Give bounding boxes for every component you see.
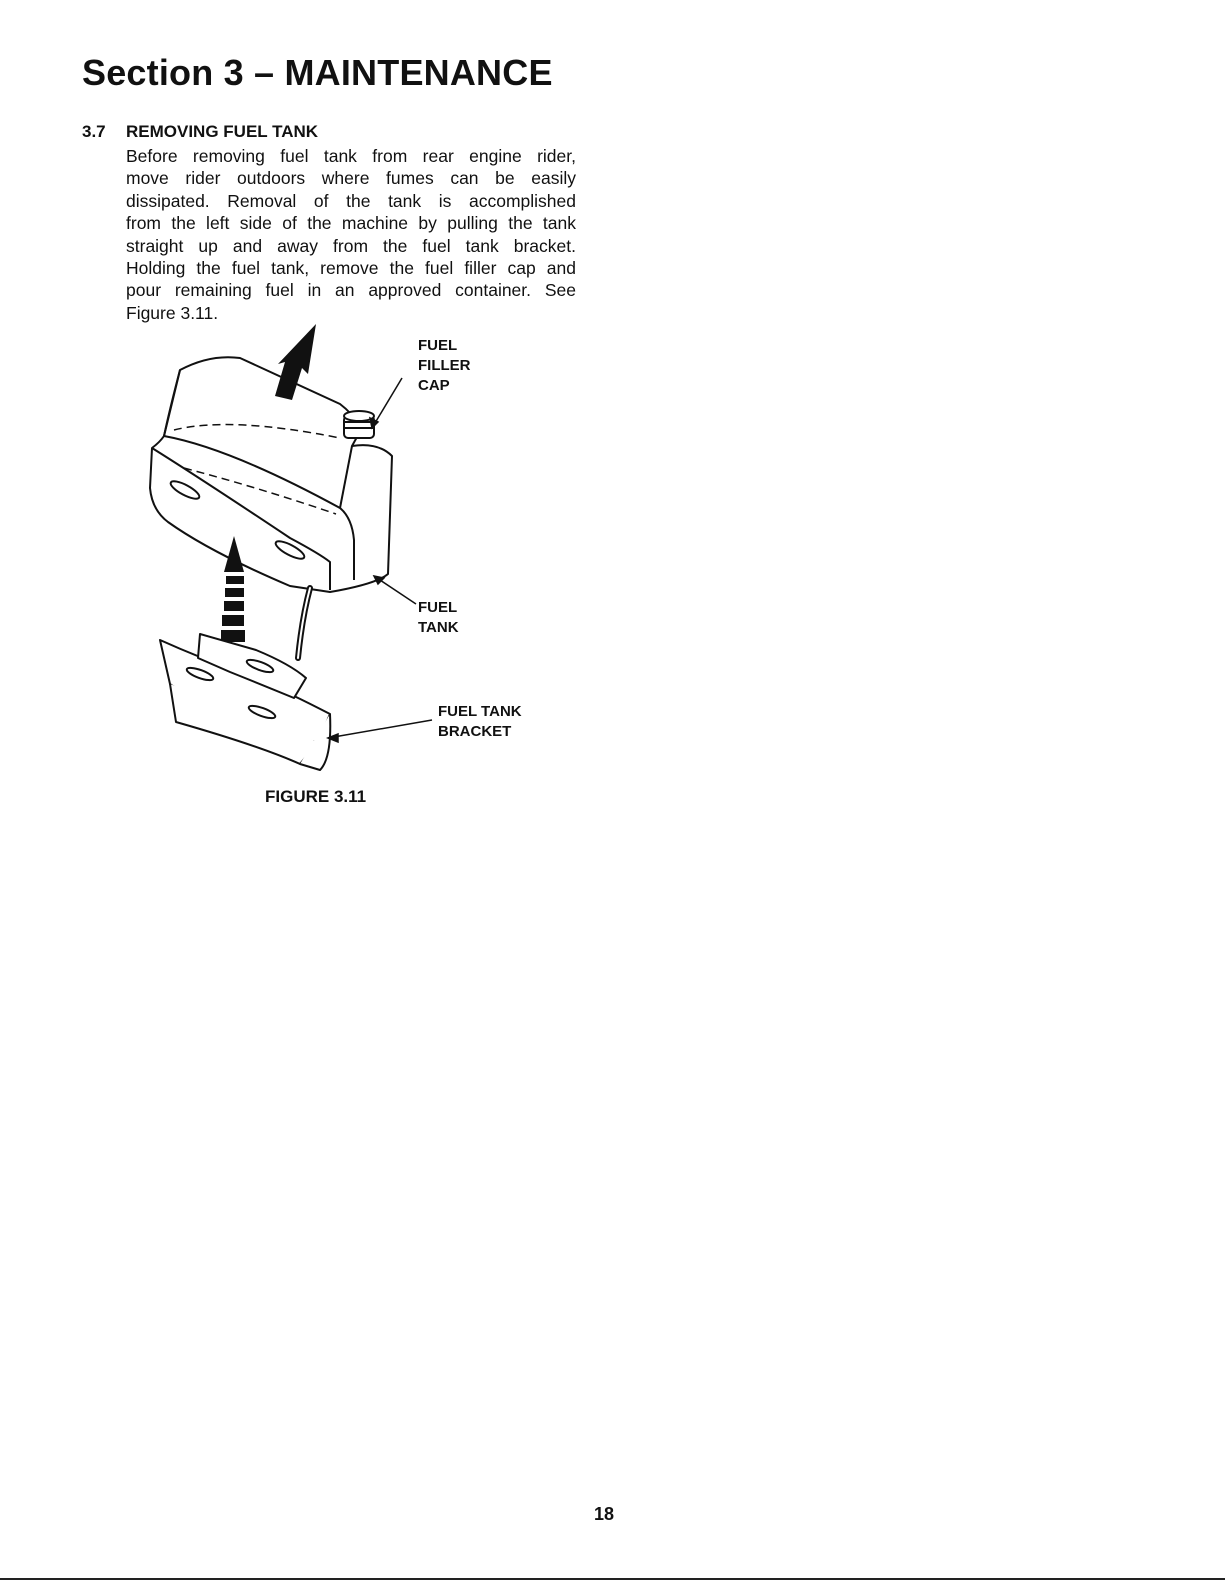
paragraph-line: pour remaining fuel in an approved container. See (126, 280, 576, 301)
lift-arrow-upper (275, 324, 316, 400)
fuel-tank-bracket-drawing (160, 634, 330, 770)
section-paragraph (126, 145, 576, 324)
callout-line: CAP (418, 377, 450, 394)
fuel-tank-drawing (150, 357, 392, 658)
callout-line: FILLER (418, 357, 471, 374)
page-title: Section 3 – MAINTENANCE (82, 52, 553, 93)
section-number: 3.7 (82, 122, 106, 141)
callout-line: FUEL TANK (438, 703, 522, 720)
callout-line: BRACKET (438, 723, 512, 740)
paragraph-line: dissipated. Removal of the tank is accomplished (126, 190, 576, 211)
callout-fuel-tank (418, 598, 459, 638)
fuel-tank-figure (140, 318, 540, 788)
section-title: REMOVING FUEL TANK (126, 122, 319, 141)
callout-line: TANK (418, 619, 459, 636)
paragraph-line: from the left side of the machine by pulling the tank (126, 213, 576, 234)
callout-fuel-tank-bracket (438, 702, 522, 742)
callout-line: FUEL (418, 599, 458, 616)
callout-line: FUEL (418, 337, 458, 354)
footer-rule (0, 1578, 1225, 1580)
figure-caption: FIGURE 3.11 (265, 787, 367, 806)
paragraph-line: Holding the fuel tank, remove the fuel filler cap and (126, 258, 576, 279)
paragraph-line: straight up and away from the fuel tank bracket. (126, 235, 576, 256)
paragraph-line: Figure 3.11. (126, 302, 219, 323)
section-heading (82, 122, 318, 142)
paragraph-line: move rider outdoors where fumes can be easily (126, 168, 576, 189)
callout-fuel-filler-cap (418, 336, 471, 396)
page-number: 18 (594, 1504, 615, 1524)
paragraph-line: Before removing fuel tank from rear engine rider, (126, 146, 576, 166)
